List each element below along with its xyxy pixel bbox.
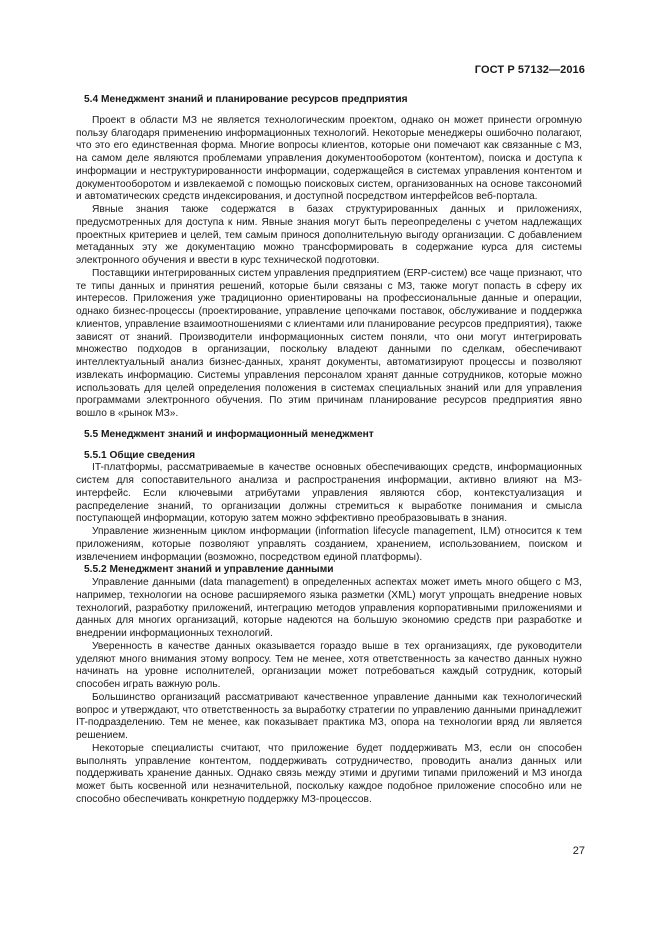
paragraph: Проект в области МЗ не является технологическим проектом, однако он может принести огромную пользу благодаря применению информационных технологий. Некоторые менеджеры ошибочно полагают, что это его единственная форма. Многие вопросы клиентов, которые они помечают как связанные с МЗ, на самом деле являются проблемами управления документооборотом (контентом), поиска и доступа к информации и неструктурированности информации, содержащейся в системах управления контентом и документооборотом и извлекаемой с помощью поисковых систем, организованных на основе таксономий и автоматических средств индексирования, и доступной посредством интерфейсов веб-портала. xyxy=(76,114,582,203)
subsection-5-5-2-title: 5.5.2 Менеджмент знаний и управление данными xyxy=(84,564,334,576)
section-5-5-title: 5.5 Менеджмент знаний и информационный менеджмент xyxy=(84,428,374,440)
paragraph: Большинство организаций рассматривают качественное управление данными как технологический вопрос и утверждают, что ответственность за выработку стратегии по управлению данными принадлежит IT-подразделению. Тем не менее, как показывает практика МЗ, опора на технологии вряд ли является решением. xyxy=(76,691,582,741)
paragraph: Уверенность в качестве данных оказывается гораздо выше в тех организациях, где руководители уделяют много внимания этому вопросу. Тем не менее, хотя ответственность за качество данных нужно начинать на уровне исполнителей, организации может потребоваться каждый сотрудник, который способен играть важную роль. xyxy=(76,640,582,690)
document-body xyxy=(76,94,582,807)
paragraph: Некоторые специалисты считают, что приложение будет поддерживать МЗ, если он способен выполнять управление контентом, поддерживать сотрудничество, проводить анализ данных или поддерживать хранение данных. Однако связь между этими и другими типами приложений и МЗ иногда может быть косвенной или незначительной, поскольку каждое подобное приложение способно или не способно обеспечивать конкретную поддержку МЗ-процессов. xyxy=(76,742,582,805)
page-number: 27 xyxy=(572,845,585,857)
section-5-4-title: 5.4 Менеджмент знаний и планирование ресурсов предприятия xyxy=(84,94,408,105)
paragraph: Управление данными (data management) в определенных аспектах может иметь много общего с МЗ, например, технологии на основе расширяемого языка разметки (XML) могут упрощать внедрение новых технологий, разработку приложений, интеграцию методов управления корпоративными приложениями и данных для многих организаций, которые надеются на большую экономию средств при разработке и внедрении информационных технологий. xyxy=(76,577,582,639)
standard-id: ГОСТ Р 57132—2016 xyxy=(474,64,585,76)
paragraph: Управление жизненным циклом информации (information lifecycle management, ILM) относится к тем приложениям, которые позволяют управлять созданием, хранением, использованием, поиском и извлечением информации (возможно, посредством единой платформы). xyxy=(76,526,582,563)
subsection-5-5-1-title: 5.5.1 Общие сведения xyxy=(84,449,196,461)
paragraph: Явные знания также содержатся в базах структурированных данных и приложениях, предусмотренных для доступа к ним. Явные знания могут быть переопределены с учетом надлежащих проектных критериев и целей, тем самым принося дополнительную выгоду организации. С добавлением метаданных эту же документацию можно трансформировать в содержание курса для системы электронного обучения и ввести в курс технической подготовки. xyxy=(76,204,582,266)
paragraph: IT-платформы, рассматриваемые в качестве основных обеспечивающих средств, информационных систем для сопоставительного анализа и распространения информации, активно влияют на МЗ-интерфейс. Если ключевыми атрибутами управления являются сбор, контекстуализация и распределение знаний, то организации должны стремиться к выработке понимания и смысла поступающей информации, которую затем можно эффективно преобразовывать в знания. xyxy=(76,462,582,525)
paragraph: Поставщики интегрированных систем управления предприятием (ERP-систем) все чаще признают, что те типы данных и принятия решений, которые были связаны с МЗ, также могут попасть в сферу их интересов. Приложения уже традиционно ориентированы на профессиональные данные и операции, однако бизнес-процессы (проектирование, управление цепочками поставок, обслуживание и поддержка клиентов, управление взаимоотношениями с клиентами или планирование ресурсов предприятия), также зависят от знаний. Производители информационных систем поняли, что они могут интегрировать множество подходов в организации, поскольку владеют данными по сделкам, обеспечивают интеллектуальный анализ бизнес-данных, хранят документы, автоматизируют процессы и позволяют извлекать информацию. Системы управления персоналом хранят данные сотрудников, которые можно использовать для целей определения положения в системах специальных знаний или для управления программами электронного обучения. По этим причинам планирование ресурсов предприятия явно вошло в «рынок МЗ». xyxy=(76,267,582,419)
